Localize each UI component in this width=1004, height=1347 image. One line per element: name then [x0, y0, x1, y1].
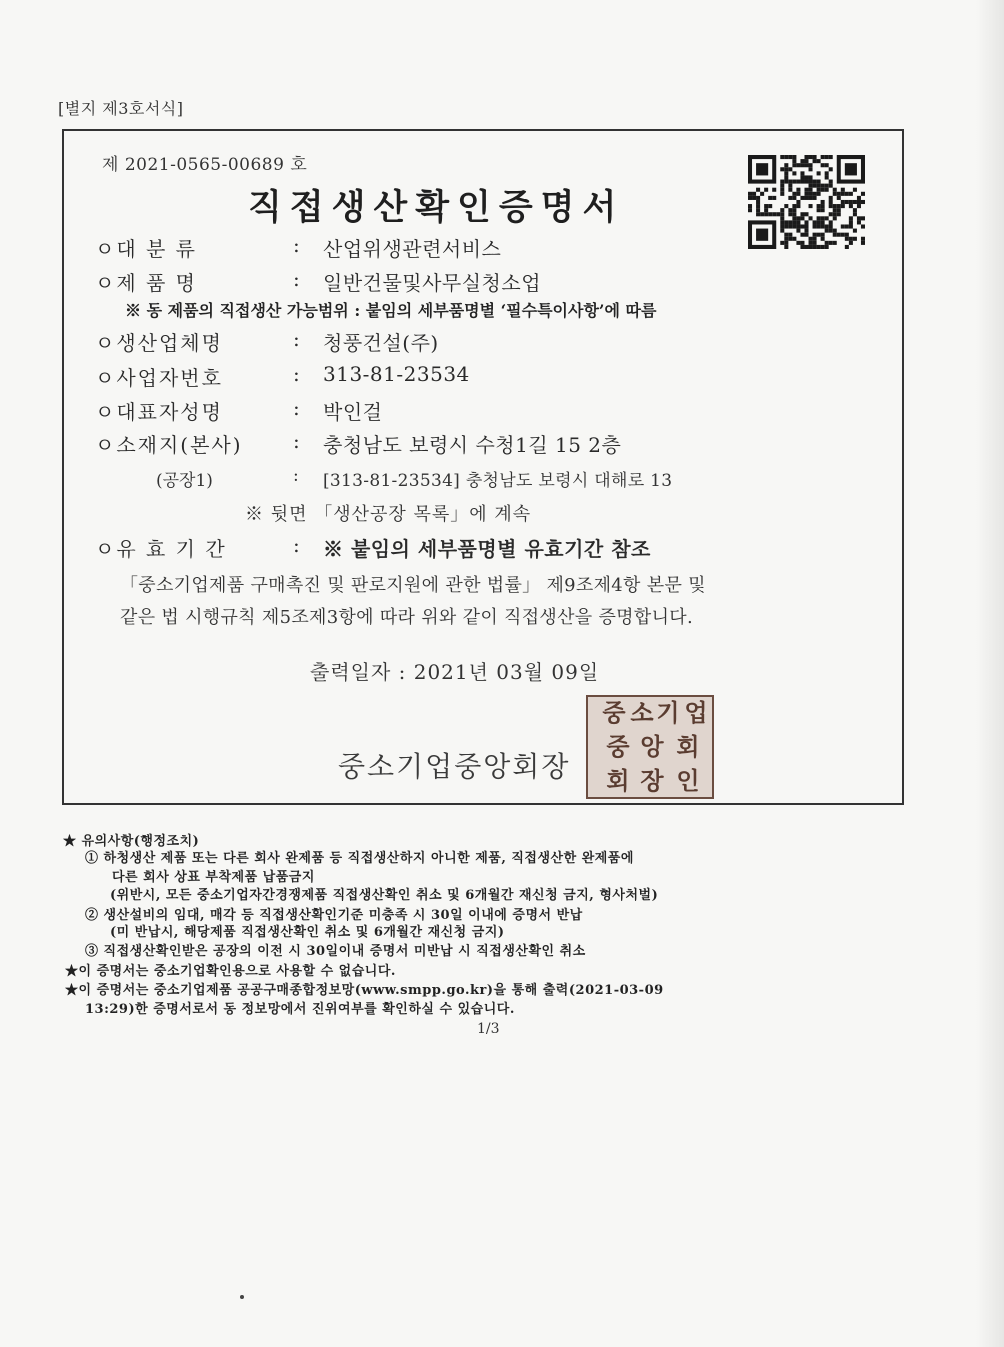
- field-value: 산업위생관련서비스: [323, 237, 502, 261]
- notice-item: ③ 직접생산확인받은 공장의 이전 시 30일이내 증명서 미반납 시 직접생산확인 취소: [85, 944, 586, 959]
- field-separator: :: [293, 396, 300, 420]
- seal-char: 장: [640, 767, 664, 795]
- field-value: 313-81-23534: [323, 362, 470, 386]
- certificate-number: 제 2021-0565-00689 호: [102, 155, 308, 175]
- scope-note: ※ 동 제품의 직접생산 가능범위 : 붙임의 세부품명별 ‘필수특이사항’에 따름: [125, 301, 657, 320]
- notices-header: ★ 유의사항(행정조치): [63, 834, 200, 849]
- notice-star: ★이 증명서는 중소기업확인용으로 사용할 수 없습니다.: [65, 964, 396, 979]
- notice-item: ① 하청생산 제품 또는 다른 회사 완제품 등 직접생산하지 아니한 제품, 직접생산한 완제품에: [85, 851, 634, 866]
- issued-date: 출력일자 : 2021년 03월 09일: [310, 660, 600, 684]
- factory-separator: :: [293, 466, 299, 486]
- field-separator: :: [293, 267, 300, 291]
- notice-item: (위반시, 모든 중소기업자간경쟁제품 직접생산확인 취소 및 6개월간 재신청 금지, 형사처벌): [110, 888, 659, 903]
- field-label: ㅇ소재지(본사): [95, 433, 243, 457]
- seal-char: 앙: [640, 733, 664, 761]
- factory-value: [313-81-23534] 충청남도 보령시 대해로 13: [323, 471, 673, 491]
- notice-item: 다른 회사 상표 부착제품 납품금지: [112, 870, 315, 885]
- notice-item: ② 생산설비의 임대, 매각 등 직접생산확인기준 미충족 시 30일 이내에 증명서 반납: [85, 908, 583, 923]
- field-value: 충청남도 보령시 수청1길 15 2층: [323, 433, 622, 457]
- field-value: 박인걸: [323, 400, 383, 424]
- factory-label: (공장1): [156, 471, 213, 491]
- continued-note: ※ 뒷면 「생산공장 목록」에 계속: [245, 504, 532, 525]
- seal-char: 업: [684, 699, 708, 727]
- seal-char: 중: [602, 699, 626, 727]
- field-label: ㅇ제 품 명: [95, 271, 197, 295]
- field-value: 일반건물및사무실청소업: [323, 271, 542, 295]
- field-label: ㅇ유 효 기 간: [95, 537, 227, 561]
- field-value: ※ 붙임의 세부품명별 유효기간 참조: [323, 537, 651, 561]
- field-separator: :: [293, 429, 300, 453]
- field-separator: :: [293, 362, 300, 386]
- law-text-line1: 「중소기업제품 구매촉진 및 판로지원에 관한 법률」 제9조제4항 본문 및: [120, 575, 706, 596]
- page-number: 1/3: [477, 1021, 500, 1037]
- law-text-line2: 같은 법 시행규칙 제5조제3항에 따라 위와 같이 직접생산을 증명합니다.: [120, 607, 693, 628]
- notice-star: ★이 증명서는 중소기업제품 공공구매종합정보망(www.smpp.go.kr)을 통해 출력(2021-03-09: [65, 983, 664, 998]
- seal-char: 중: [606, 733, 630, 761]
- notice-star: 13:29)한 증명서로서 동 정보망에서 진위여부를 확인하실 수 있습니다.: [85, 1002, 515, 1017]
- official-seal-stamp: [586, 695, 714, 799]
- seal-char: 회: [676, 733, 700, 761]
- field-label: ㅇ대표자성명: [95, 400, 223, 424]
- scan-speck: [240, 1295, 244, 1299]
- field-separator: :: [293, 233, 300, 257]
- seal-char: 기: [656, 699, 680, 727]
- qr-code-icon: [748, 155, 865, 249]
- form-number: [별지 제3호서식]: [58, 99, 184, 118]
- seal-char: 회: [606, 767, 630, 795]
- seal-char: 소: [630, 699, 654, 727]
- field-value: 청풍건설(주): [323, 331, 439, 355]
- field-separator: :: [293, 327, 300, 351]
- field-label: ㅇ대 분 류: [95, 237, 197, 261]
- notice-item: (미 반납시, 해당제품 직접생산확인 취소 및 6개월간 재신청 금지): [110, 925, 505, 940]
- seal-char: 인: [676, 767, 700, 795]
- scan-edge-shadow: [976, 0, 1004, 1347]
- document-title: 직접생산확인증명서: [248, 187, 625, 228]
- field-label: ㅇ생산업체명: [95, 331, 223, 355]
- field-label: ㅇ사업자번호: [95, 366, 223, 390]
- field-separator: :: [293, 533, 300, 557]
- issuer-name: 중소기업중앙회장: [338, 750, 571, 783]
